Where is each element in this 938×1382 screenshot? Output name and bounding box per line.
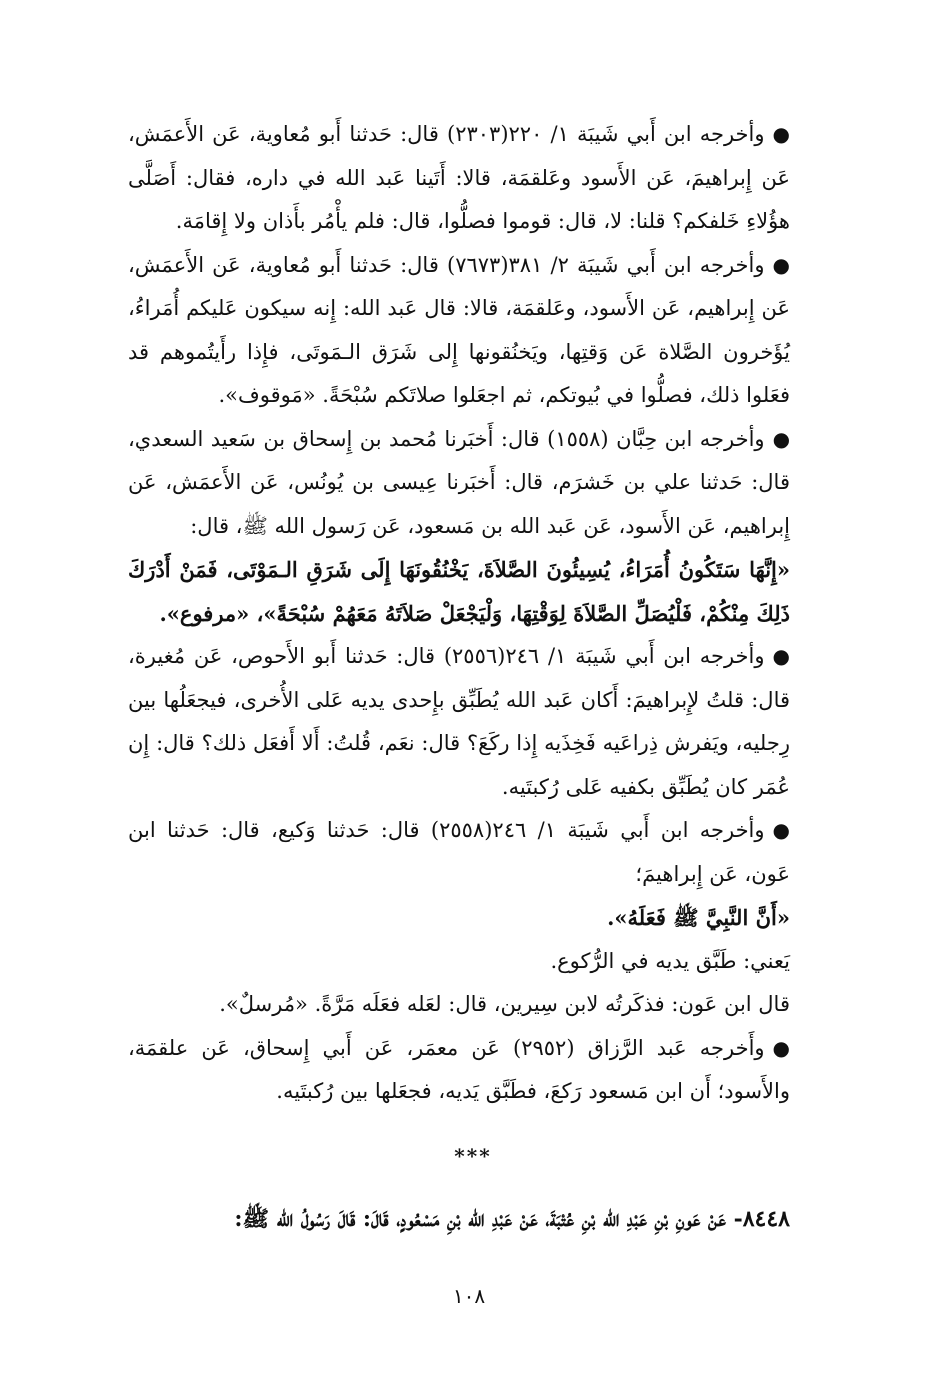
paragraph-1 bbox=[128, 113, 818, 244]
paragraph-3 bbox=[128, 418, 818, 549]
page-text-block bbox=[128, 113, 818, 1241]
yani-line: يَعني: طَبَّق يديه في الرُّكوع. bbox=[550, 948, 790, 973]
bullet-icon: ● bbox=[772, 818, 790, 842]
paragraph-5 bbox=[128, 809, 818, 896]
bullet-icon: ● bbox=[772, 1035, 790, 1060]
paragraph-3-text: وأخرجه ابن حِبَّان (١٥٥٨) قال: أَخبَرنا مُحمد بن إِسحاق بن سَعيد السعدي، قال: حَدثنا علي بن خَشرَم، قال: أَخبَرنا عِيسى بن يُونُس، عَن الأَعمَش، عَن إِبراهيم، عَن الأَسود، عَن عَبد الله بن مَسعود، عَن رَسول الله ﷺ، قال: bbox=[128, 426, 790, 538]
paragraph-5-text: وأخرجه ابن أَبي شَيبَة ١/ ٢٤٦(٢٥٥٨) قال: حَدثنا وَكيع، قال: حَدثنا ابن عَون، عَن إِبراهيمَ؛ bbox=[128, 818, 790, 886]
paragraph-2 bbox=[128, 244, 818, 418]
paragraph-6 bbox=[128, 1027, 818, 1114]
page-number: ١٠٨ bbox=[452, 1284, 486, 1308]
bullet-icon: ● bbox=[772, 252, 790, 277]
paragraph-2-text: وأخرجه ابن أَبي شَيبَة ٢/ ٣٨١(٧٦٧٣) قال: حَدثنا أَبو مُعاوية، عَن الأَعمَش، عَن إِبراهيم، عَن الأَسود، وعَلقمَة، قالا: قال عَبد الله: إِنه سيكون عَليكم أُمَراءُ، يُؤَخرون الصَّلاة عَن وَقتِها، ويَخنُقونها إِلى شَرَق الـمَوتَى، فإِذا رأَيتُموهم قد فعَلوا ذلك، فصلُّوا في بُيوتكم، ثم اجعَلوا صلاتَكم سُبْحَةً. «مَوقوف». bbox=[128, 252, 790, 407]
bullet-icon: ● bbox=[772, 122, 790, 146]
paragraph-6-text: وأَخرجه عَبد الرَّزاق (٢٩٥٢) عَن معمَر، عَن أَبي إِسحاق، عَن علقمَة، والأَسود؛ أَن ابن مَسعود رَكعَ، فطَبَّق يَديه، فجعَلها بين رُكبتَيه. bbox=[128, 1035, 790, 1103]
hadith-quote-2: «أَنَّ النَّبِيَّ ﷺ فَعَلَهُ». bbox=[607, 905, 790, 930]
bullet-icon: ● bbox=[772, 644, 790, 668]
hadith-quote-1: «إِنَّهَا سَتَكُونُ أُمَرَاءُ، يُسِيئُونَ الصَّلاَةَ، يَخْنُقُونَهَا إِلَى شَرَقِ الـمَوْتَى، فَمَنْ أَدْرَكَ ذَلِكَ مِنْكُمْ، فَلْيُصَلِّ الصَّلاَةَ لِوَقْتِهَا، وَلْيَجْعَلْ صَلاَتَهُ مَعَهُمْ سُبْحَةً»، «مرفوع». bbox=[128, 557, 790, 626]
ibn-awn-line: قال ابن عَون: فذكَرتُه لابن سِيرين، قال: لعَله فعَلَه مَرَّةً. «مُرسلٌ». bbox=[219, 992, 790, 1016]
paragraph-4-text: وأخرجه ابن أَبي شَيبَة ١/ ٢٤٦(٢٥٥٦) قال: حَدثنا أَبو الأَحوص، عَن مُغيرة، قال: قلتُ لإِبراهيمَ: أَكان عَبد الله يُطَبِّق بإِحدى يديه عَلى الأُخرى، فيجعَلُها بين رِجليه، ويَفرش ذِراعَيه فَخِذَيه إِذا ركَعَ؟ قال: نعَم، قُلتُ: أَلا أَفعَل ذلك؟ قال: إِن عُمَر كان يُطَبِّق بكفيه عَلى رُكبتَيه. bbox=[128, 644, 790, 799]
paragraph-1-text: وأخرجه ابن أَبي شَيبَة ١/ ٢٢٠(٢٣٠٣) قال: حَدثنا أَبو مُعاوية، عَن الأَعمَش، عَن إِبراهيمَ، عَن الأَسود وعَلقمَة، قالا: أَتَينا عَبد الله في داره، فقال: أَصَلَّى هؤُلاءِ خَلفكم؟ قلنا: لا، قال: قوموا فصلُّوا، قال: فلم يأْمُر بأَذان ولا إِقامَة. bbox=[128, 122, 790, 233]
hadith-heading: ٨٤٤٨- عَنْ عَونِ بْنِ عَبْدِ الله بْنِ عُتْبَةَ، عَنْ عَبْدِ الله بْنِ مَسْعُودٍ، قَالَ: قَالَ رَسُولُ الله ﷺ: bbox=[234, 1205, 790, 1232]
paragraph-4 bbox=[128, 635, 818, 809]
bullet-icon: ● bbox=[772, 426, 791, 451]
section-separator: *** bbox=[454, 1143, 492, 1168]
